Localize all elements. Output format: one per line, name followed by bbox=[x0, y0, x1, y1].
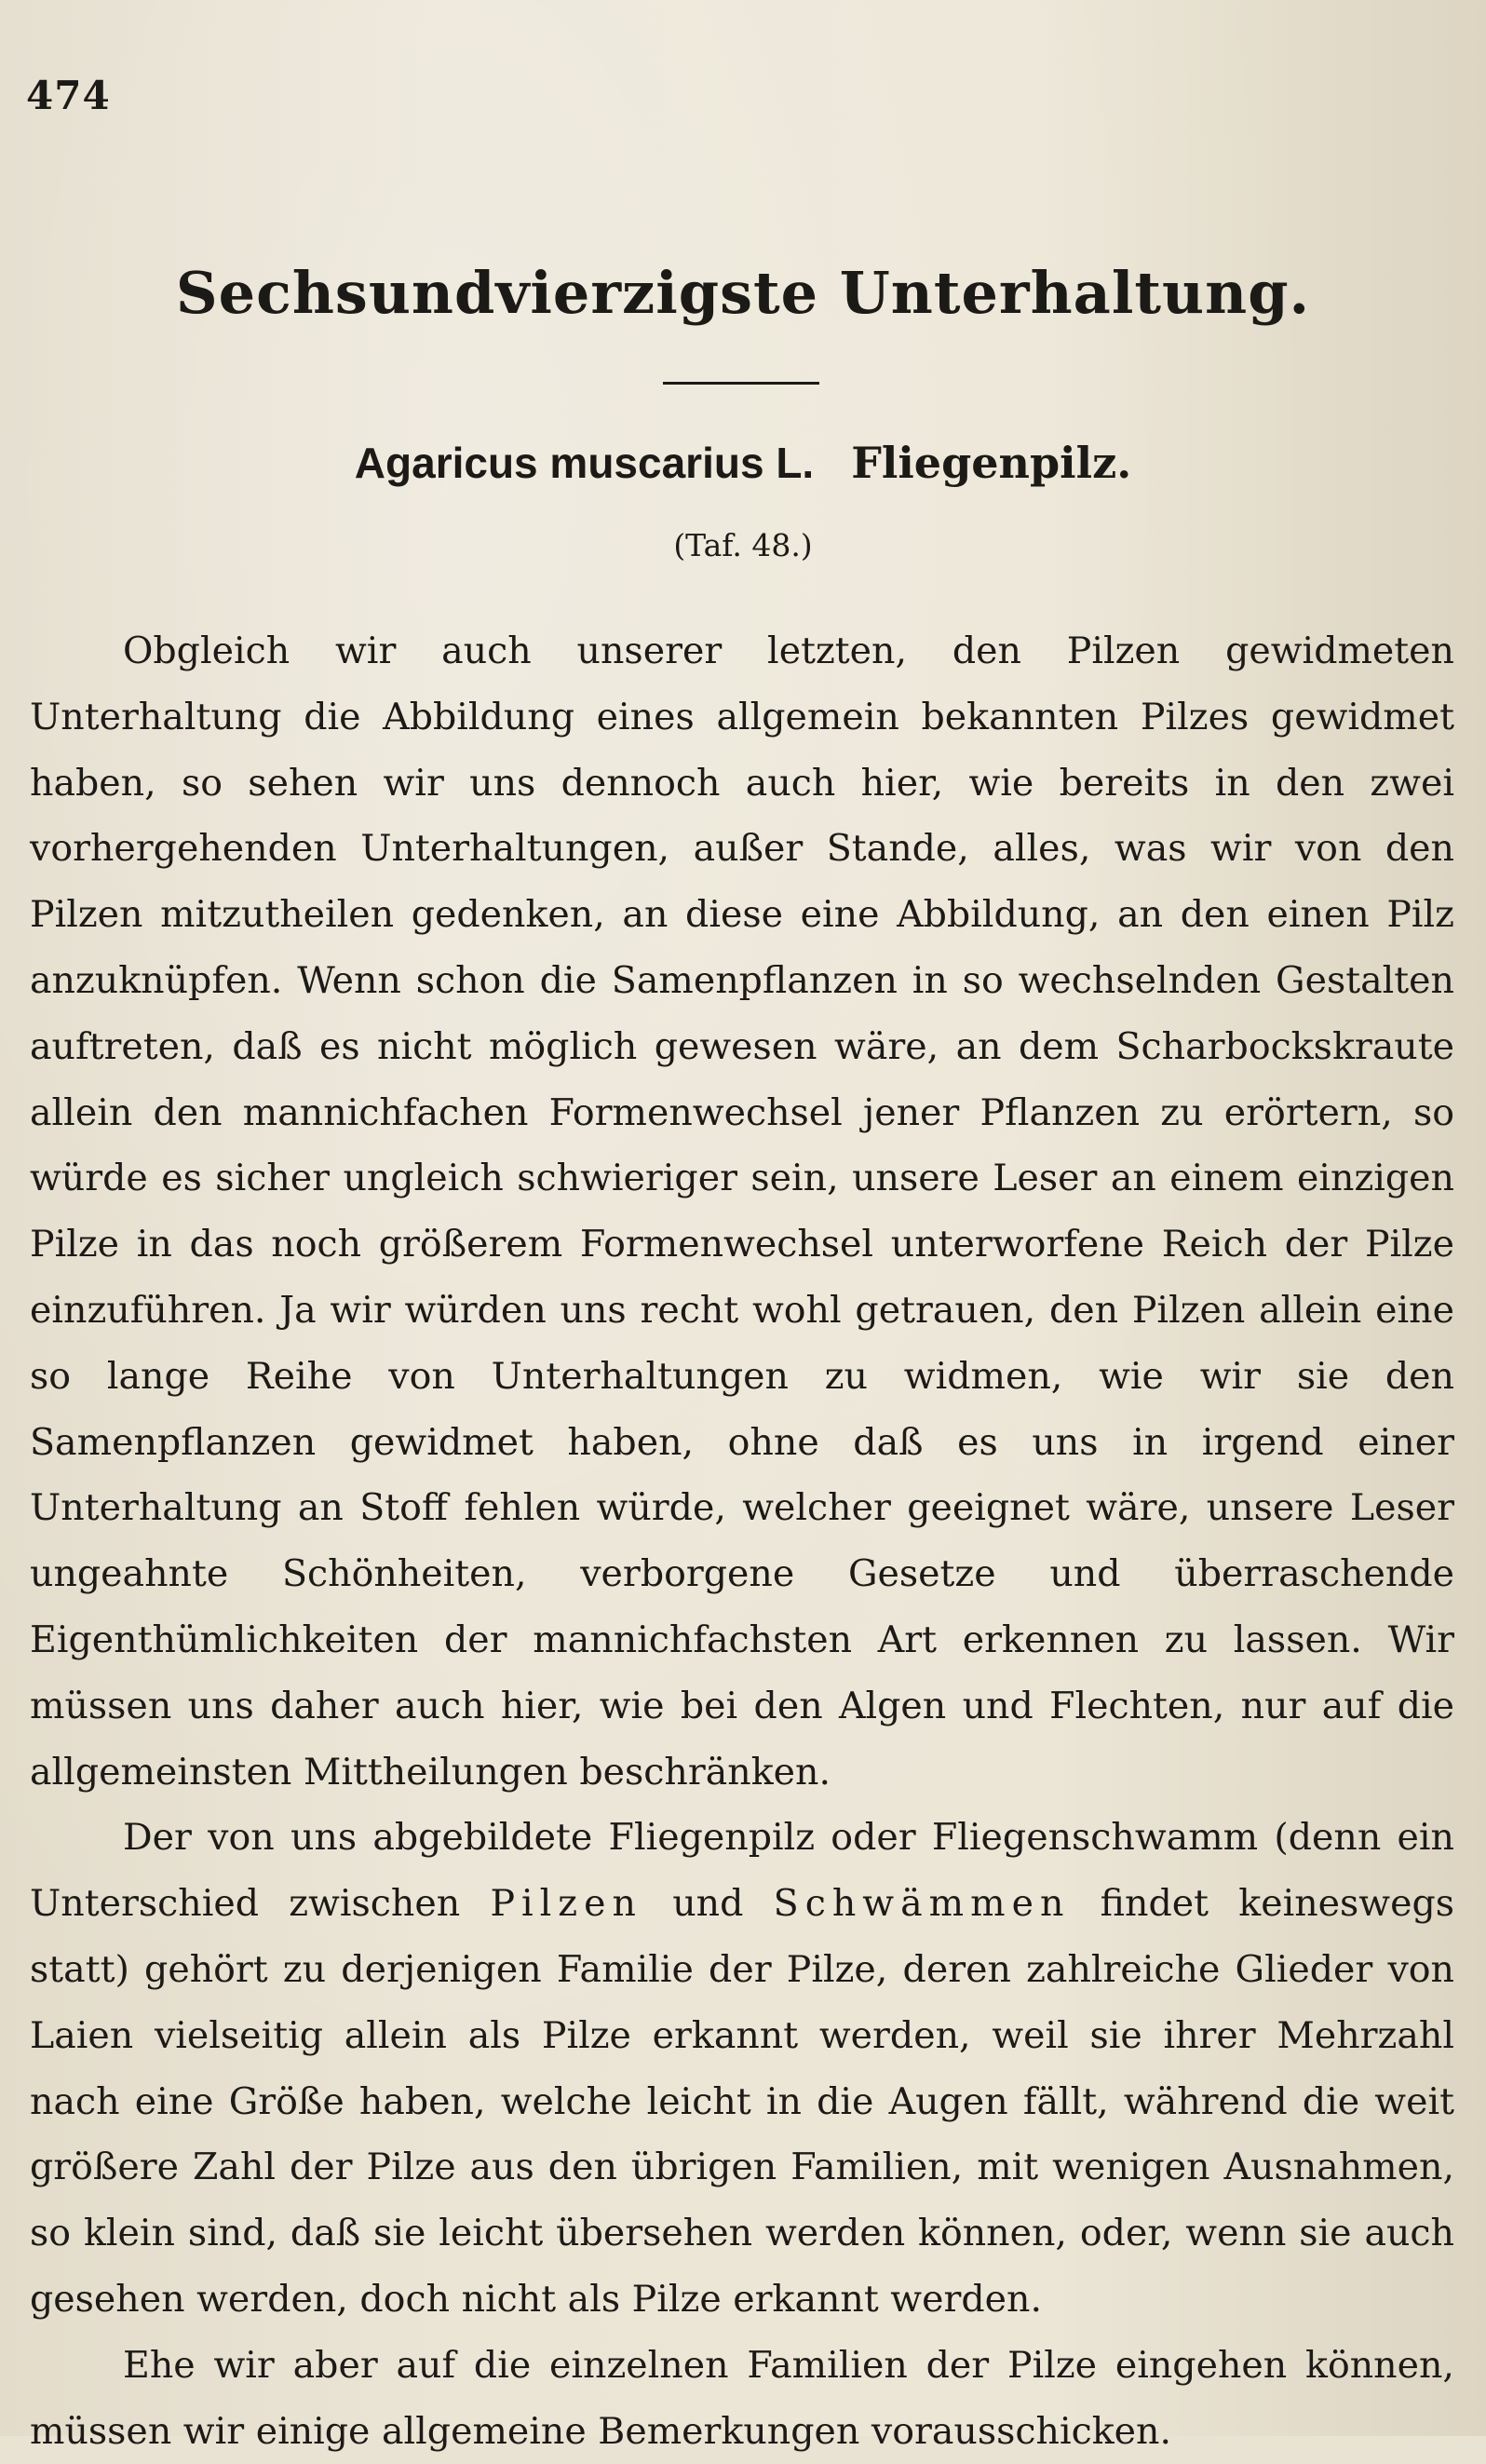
spaced-word-schwaemmen: Schwämmen bbox=[773, 1882, 1071, 1926]
paragraph-2-text-start: Der von uns abgebildete Fliegenpilz oder Fliegenschwamm (denn ein Unterschied zwischen bbox=[30, 1816, 1454, 1926]
plate-reference: (Taf. 48.) bbox=[673, 527, 813, 563]
title-divider bbox=[663, 382, 819, 385]
paragraph-1: Obgleich wir auch unserer letzten, den Pilzen gewidmeten Unterhaltung die Abbildung eines allgemein bekannten Pilzes gewidmet haben, so sehen wir uns dennoch auch hier, wie bereits in den zwei vorhergehenden Unterhaltungen, außer Stande, alles, was wir von den Pilzen mitzutheilen gedenken, an diese eine Abbildung, an den einen Pilz anzuknüpfen. Wenn schon die Samenpflanzen in so wechselnden Gestalten auftreten, daß es nicht möglich gewesen wäre, an dem Scharbockskraute allein den mannichfachen Formenwechsel jener Pflanzen zu erörtern, so würde es sicher ungleich schwieriger sein, unsere Leser an einem einzigen Pilze in das noch größerem Formenwechsel unterworfene Reich der Pilze einzuführen. Ja wir würden uns recht wohl getrauen, den Pilzen allein eine so lange Reihe von Unterhaltungen zu widmen, wie wir sie den Samenpflanzen gewidmet haben, ohne daß es uns in irgend einer Unterhaltung an Stoff fehlen würde, welcher geeignet wäre, unsere Leser ungeahnte Schönheiten, verborgene Gesetze und überraschende Eigenthümlichkeiten der mannichfachsten Art erkennen zu lassen. Wir müssen uns daher auch hier, wie bei den Algen und Flechten, nur auf die allgemeinsten Mittheilungen beschränken. bbox=[30, 630, 1454, 1794]
german-common-name: Fliegenpilz. bbox=[851, 438, 1132, 488]
section-heading bbox=[0, 438, 1486, 488]
body-text bbox=[30, 618, 1454, 2464]
page-number: 474 bbox=[26, 73, 111, 118]
paragraph-3: Ehe wir aber auf die einzelnen Familien der Pilze eingehen können, müssen wir einige allgemeine Bemerkungen vorausschicken. bbox=[30, 2343, 1454, 2453]
paragraph-2-text-end: findet keineswegs statt) gehört zu derjenigen Familie der Pilze, deren zahlreiche Glieder von Laien vielseitig allein als Pilze erkannt werden, weil sie ihrer Mehrzahl nach eine Größe haben, welche leicht in die Augen fällt, während die weit größere Zahl der Pilze aus den übrigen Familien, mit wenigen Ausnahmen, so klein sind, daß sie leicht übersehen werden können, oder, wenn sie auch gesehen werden, doch nicht als Pilze erkannt werden. bbox=[30, 1882, 1455, 2321]
paragraph-2 bbox=[30, 1805, 1454, 2332]
spaced-word-pilzen: Pilzen bbox=[490, 1882, 642, 1926]
paragraph-2-conjunction: und bbox=[672, 1882, 744, 1926]
chapter-title: Sechsundvierzigste Unterhaltung. bbox=[175, 259, 1311, 327]
latin-species-name: Agaricus muscarius L. bbox=[354, 439, 815, 487]
